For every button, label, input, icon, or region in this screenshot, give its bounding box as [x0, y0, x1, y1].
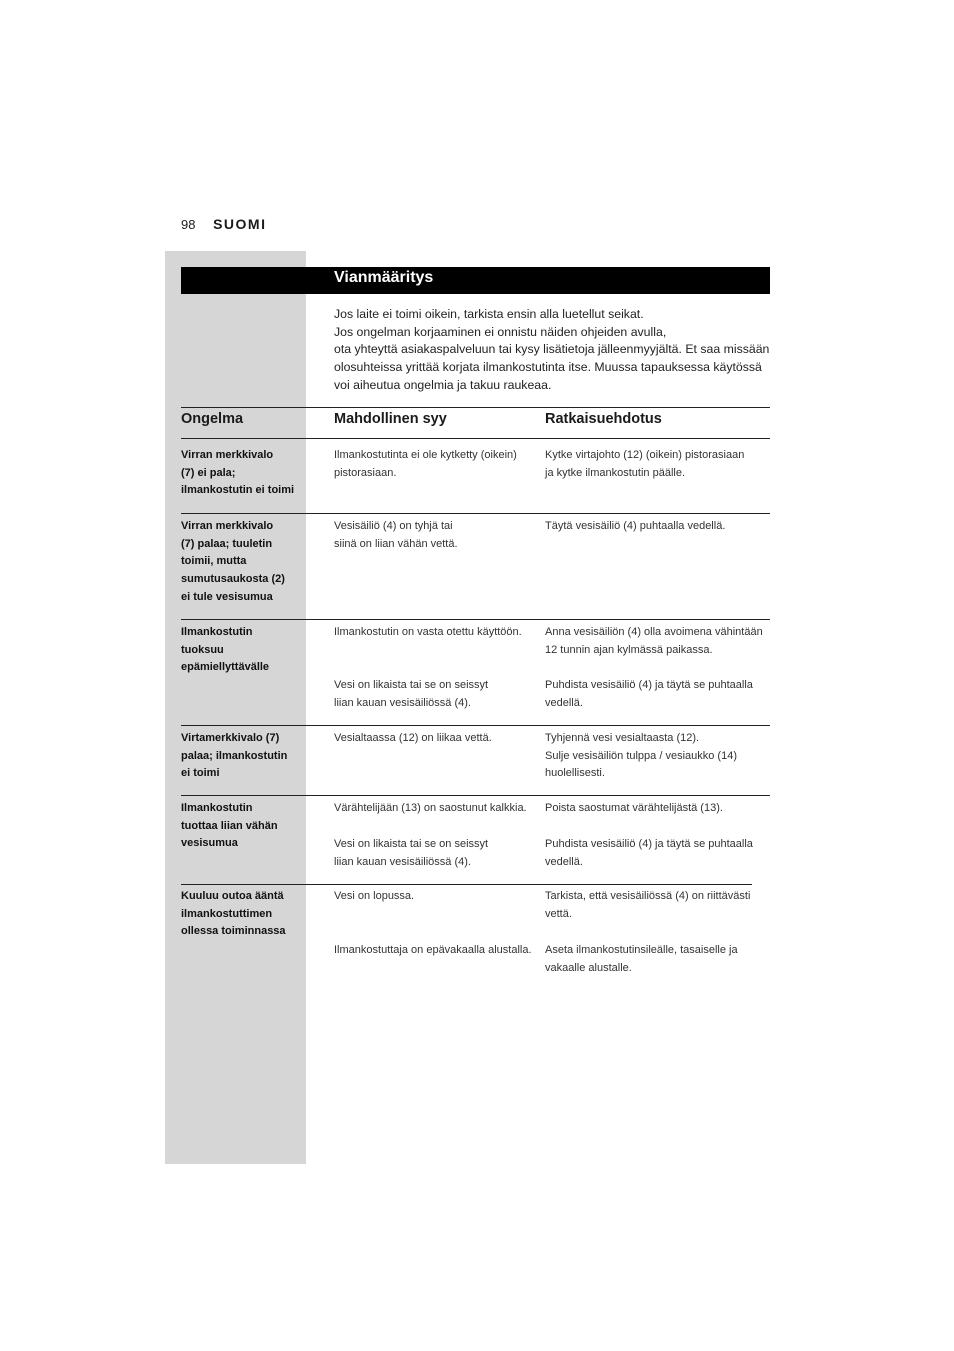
row-divider: [181, 795, 770, 796]
solution-cell: Tyhjennä vesi vesialtaasta (12). Sulje vesisäiliön tulppa / vesiaukko (14) huolellisesti.: [545, 732, 737, 780]
column-header-problem: Ongelma: [181, 411, 244, 427]
row-divider: [181, 725, 770, 726]
intro-text: [334, 306, 774, 395]
sidebar-band: [165, 251, 306, 1164]
page-header: [181, 216, 266, 232]
intro-line: ota yhteyttä asiakaspalveluun tai kysy lisätietoja jälleenmyyjältä. Et saa missään: [334, 342, 770, 357]
problem-cell: Ilmankostutin tuoksuu epämiellyttävälle: [181, 626, 270, 674]
language-label: SUOMI: [213, 216, 267, 232]
solution-cell: Poista saostumat värähtelijästä (13).: [545, 802, 723, 814]
column-header-solution: Ratkaisuehdotus: [545, 411, 662, 427]
row-divider: [181, 619, 770, 620]
solution-cell: Puhdista vesisäiliö (4) ja täytä se puhtaalla vedellä.: [545, 838, 753, 868]
intro-line: Jos ongelman korjaaminen ei onnistu näiden ohjeiden avulla,: [334, 324, 667, 339]
cause-cell: Värähtelijään (13) on saostunut kalkkia.: [334, 802, 527, 814]
solution-cell: Kytke virtajohto (12) (oikein) pistorasiaan ja kytke ilmankostutin päälle.: [545, 449, 745, 479]
problem-cell: Virran merkkivalo (7) palaa; tuuletin toimii, mutta sumutusaukosta (2) ei tule vesisumua: [181, 520, 285, 603]
table-top-rule: [181, 407, 770, 408]
cause-cell: Ilmankostuttaja on epävakaalla alustalla.: [334, 944, 532, 956]
column-header-cause: Mahdollinen syy: [334, 411, 447, 427]
problem-cell: Virran merkkivalo (7) ei pala; ilmankostutin ei toimi: [181, 449, 295, 497]
problem-cell: Ilmankostutin tuottaa liian vähän vesisumua: [181, 802, 278, 850]
cause-cell: Vesisäiliö (4) on tyhjä tai siinä on liian vähän vettä.: [334, 520, 458, 550]
page-number: 98: [181, 217, 196, 232]
page-title: Vianmääritys: [334, 269, 434, 286]
cause-cell: Vesi on lopussa.: [334, 890, 415, 902]
cause-cell: Ilmankostutin on vasta otettu käyttöön.: [334, 626, 522, 638]
problem-cell: Kuuluu outoa ääntä ilmankostuttimen ollessa toiminnassa: [181, 890, 286, 938]
intro-line: Jos laite ei toimi oikein, tarkista ensin alla luetellut seikat.: [334, 307, 644, 321]
solution-cell: Puhdista vesisäiliö (4) ja täytä se puhtaalla vedellä.: [545, 679, 753, 709]
solution-cell: Täytä vesisäiliö (4) puhtaalla vedellä.: [545, 520, 726, 532]
header-rule: [181, 438, 770, 439]
cause-cell: Ilmankostutinta ei ole kytketty (oikein) pistorasiaan.: [334, 449, 517, 479]
cause-cell: Vesialtaassa (12) on liikaa vettä.: [334, 732, 492, 744]
title-bar: [181, 267, 770, 294]
cause-cell: Vesi on likaista tai se on seissyt liian kauan vesisäiliössä (4).: [334, 838, 489, 868]
problem-cell: Virtamerkkivalo (7) palaa; ilmankostutin ei toimi: [181, 732, 288, 780]
row-divider: [181, 884, 752, 885]
solution-cell: Aseta ilmankostutinsileälle, tasaiselle ja vakaalle alustalle.: [545, 944, 738, 974]
intro-line: voi aiheutua ongelmia ja takuu raukeaa.: [334, 377, 552, 392]
intro-line: olosuhteissa yrittää korjata ilmankostutinta itse. Muussa tapauksessa käytössä: [334, 360, 762, 375]
solution-cell: Anna vesisäiliön (4) olla avoimena vähintään 12 tunnin ajan kylmässä paikassa.: [545, 626, 763, 656]
row-divider: [181, 513, 770, 514]
cause-cell: Vesi on likaista tai se on seissyt liian kauan vesisäiliössä (4).: [334, 679, 489, 709]
solution-cell: Tarkista, että vesisäiliössä (4) on riittävästi vettä.: [545, 890, 751, 920]
